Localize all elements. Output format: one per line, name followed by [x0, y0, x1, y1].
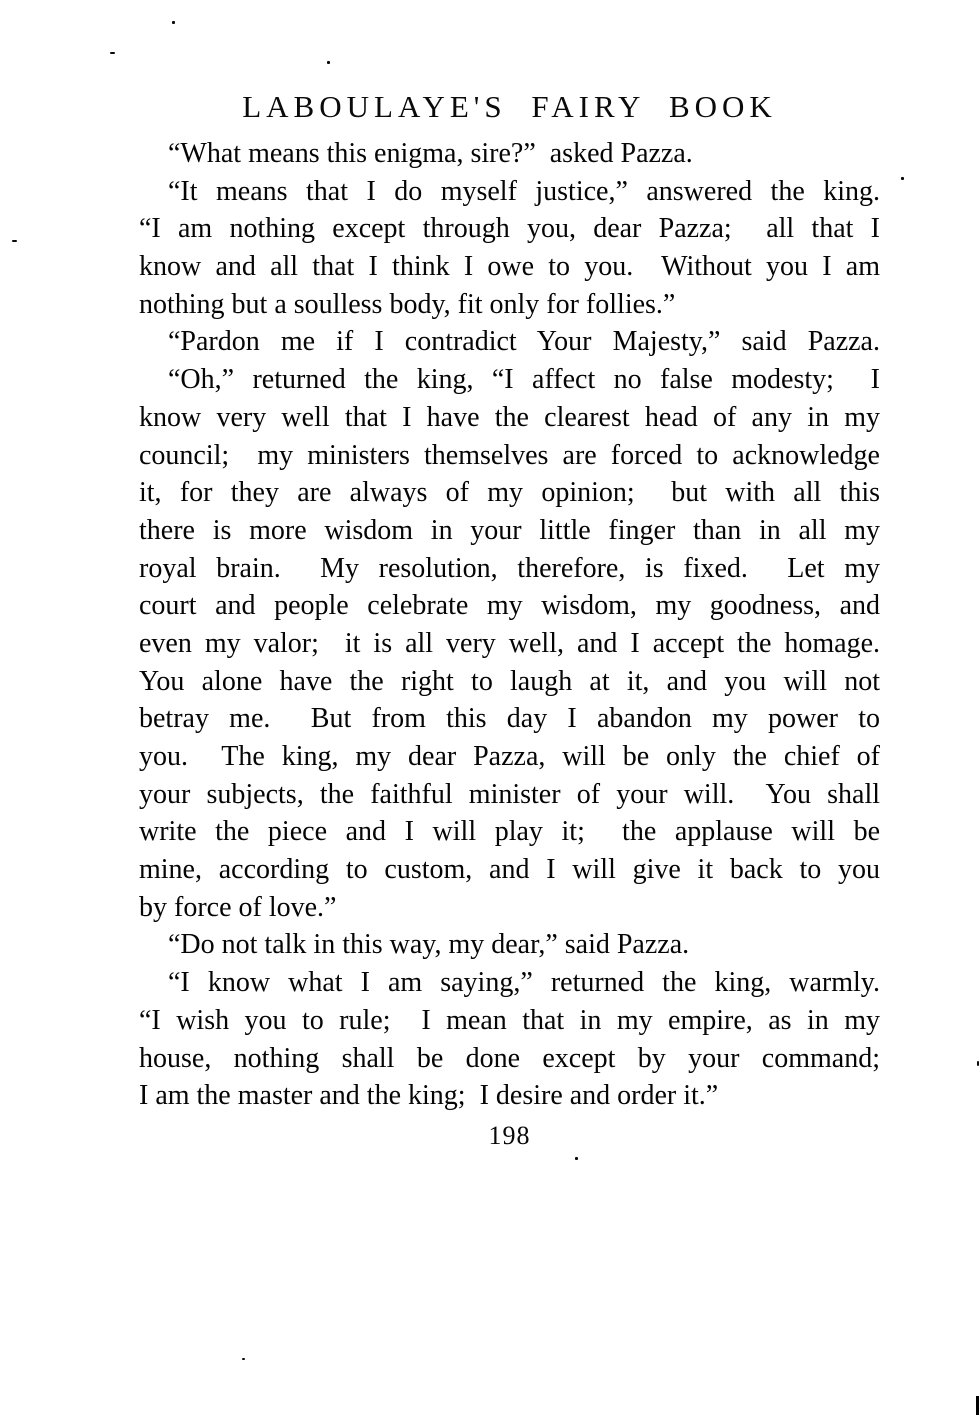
text-line: royal brain. My resolution, therefore, is fixed. Let my — [139, 552, 880, 584]
text-line: “What means this enigma, sire?” asked Pazza. — [168, 138, 693, 169]
text-line: there is more wisdom in your little finger than in all my — [139, 514, 880, 546]
text-line: You alone have the right to laugh at it, and you will not — [139, 665, 880, 697]
text-line: betray me. But from this day I abandon my power to — [139, 703, 880, 735]
scan-speck — [172, 21, 175, 24]
text-line: know very well that I have the clearest head of any in my — [139, 401, 880, 433]
text-line: even my valor; it is all very well, and I accept the homage. — [139, 627, 880, 659]
text-line: council; my ministers themselves are forced to acknowledge — [139, 439, 880, 471]
scan-speck — [327, 61, 330, 64]
page-number: 198 — [488, 1121, 531, 1150]
scan-speck — [901, 177, 904, 180]
scan-speck — [110, 52, 115, 54]
text-line: know and all that I think I owe to you. Without you I am — [139, 251, 880, 283]
scan-speck — [575, 1157, 578, 1160]
text-line: it, for they are always of my opinion; but with all this — [139, 477, 880, 509]
text-line: “Do not talk in this way, my dear,” said Pazza. — [168, 929, 690, 961]
text-line: house, nothing shall be done except by your command; — [139, 1042, 880, 1074]
body-text — [139, 135, 880, 1115]
text-line: “I wish you to rule; I mean that in my empire, as in my — [139, 1004, 880, 1036]
text-line: “I know what I am saying,” returned the king, warmly. — [168, 967, 880, 999]
text-line: “I am nothing except through you, dear Pazza; all that I — [139, 213, 880, 245]
scan-speck — [12, 240, 17, 242]
text-line: “It means that I do myself justice,” answered the king. — [168, 175, 880, 207]
text-line: you. The king, my dear Pazza, will be only the chief of — [139, 741, 880, 772]
text-line: your subjects, the faithful minister of your will. You shall — [139, 778, 880, 810]
text-line: “Oh,” returned the king, “I affect no false modesty; I — [168, 364, 880, 396]
text-line: court and people celebrate my wisdom, my goodness, and — [139, 590, 880, 622]
text-line: “Pardon me if I contradict Your Majesty,” said Pazza. — [168, 326, 880, 358]
text-line: I am the master and the king; I desire and order it.” — [139, 1080, 719, 1112]
text-line: mine, according to custom, and I will give it back to you — [139, 854, 880, 886]
scan-speck — [242, 1358, 245, 1360]
text-line: by force of love.” — [139, 891, 337, 923]
running-header: LABOULAYE'S FAIRY BOOK — [242, 89, 777, 124]
text-line: nothing but a soulless body, fit only for follies.” — [139, 288, 676, 320]
text-line: write the piece and I will play it; the applause will be — [139, 816, 880, 848]
